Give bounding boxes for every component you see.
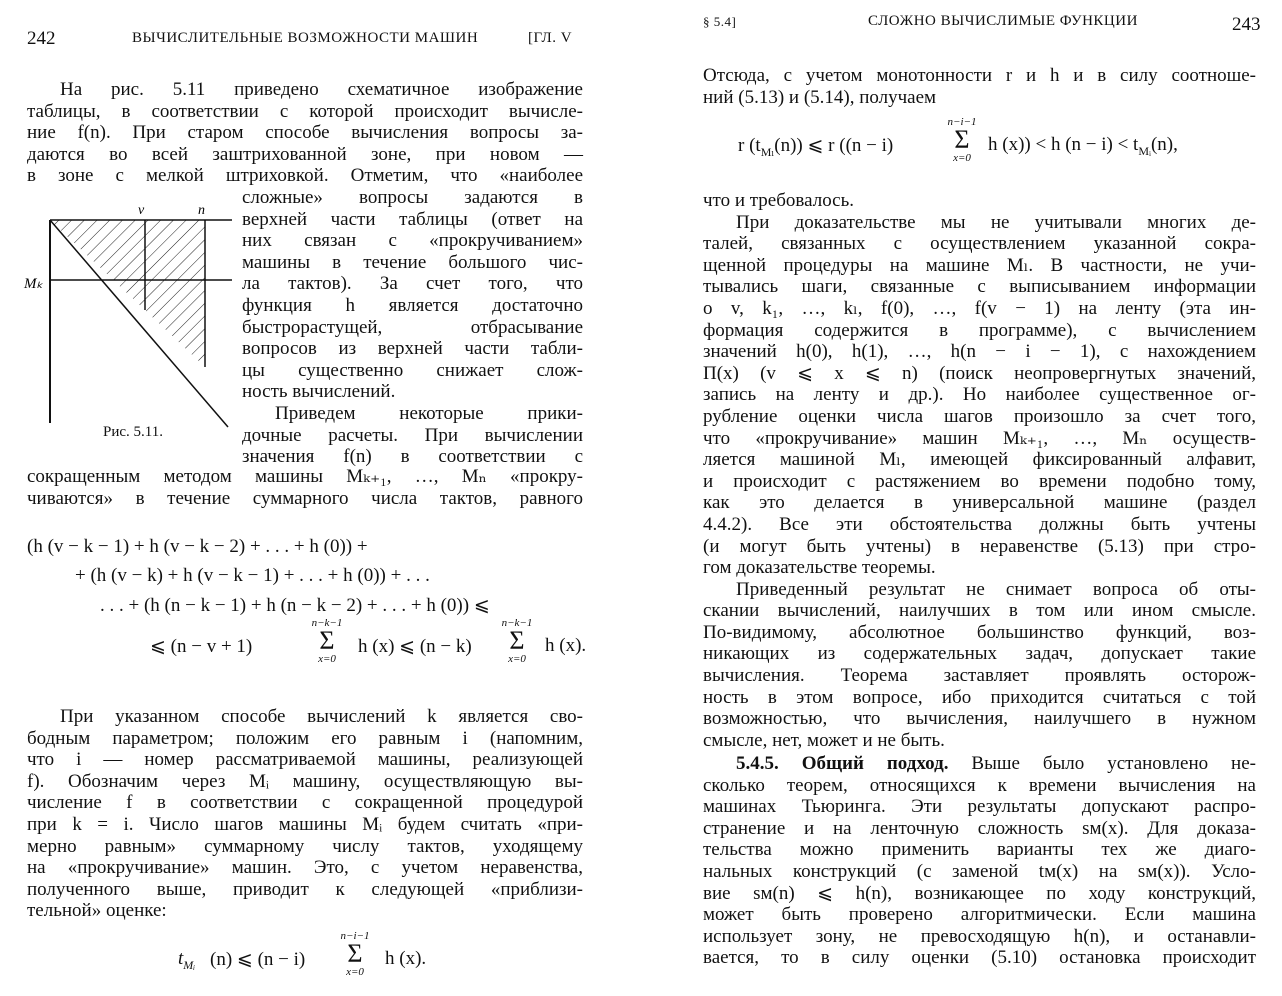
text-line: и происходит с растяжением во времени подобно тому, <box>703 470 1256 492</box>
formula2-t: t <box>178 948 184 969</box>
formula3-d-text: (n), <box>1150 134 1178 155</box>
formula1-line4-c: h (x). <box>545 635 587 656</box>
text-line <box>703 753 1256 775</box>
text-line: что «прокручивание» машин Mₖ₊₁, …, Mₙ осуществ- <box>703 427 1256 449</box>
paragraph-proof-details <box>703 190 1256 751</box>
page-number-left: 242 <box>27 28 56 49</box>
text-line: числение f в соответствии с сокращенной процедурой <box>27 792 583 814</box>
text-line: верхней части таблицы (ответ на <box>242 208 583 230</box>
text-line: таблицы, в соответствии с которой происходит вычисле- <box>27 100 583 122</box>
text-line: чиваются» в течение суммарного числа тактов, равного <box>27 487 583 509</box>
text-line: смысле, нет, может и не быть. <box>703 729 945 751</box>
page-number-right: 243 <box>1232 14 1261 35</box>
text-line: полученного выше, приводит к следующей «приблизи- <box>27 878 583 900</box>
sum-symbol-4 <box>932 116 992 164</box>
text-line: ность в этом вопросе, ибо приходится считаться с той <box>703 686 1256 708</box>
text-line: вие sᴍ(n) ⩽ h(n), возникающее по ходу конструкций, <box>703 882 1256 904</box>
label-v: v <box>138 203 145 218</box>
text-line: По-видимому, абсолютное большинство функций, воз- <box>703 621 1256 643</box>
text-line: Π(x) (v ⩽ x ⩽ n) (поиск неопровергнутых значений, <box>703 362 1256 384</box>
text-line: при k = i. Число шагов машины Mᵢ будем считать «при- <box>27 813 583 835</box>
sum-lower: x=0 <box>318 653 336 665</box>
text-line: ляется машиной Mₗ, имеющей фиксированный алфавит, <box>703 449 1256 471</box>
text-line: гом доказательстве теоремы. <box>703 557 936 579</box>
text-line: При доказательстве мы не учитывали многих де- <box>736 211 1256 233</box>
formula2-sub: Mᵢ <box>183 957 196 972</box>
formula3-c-sub: Mᵢ <box>1138 143 1151 158</box>
formula2-right: h (x). <box>385 948 427 969</box>
sum-lower: x=0 <box>953 152 971 164</box>
text-line: значения f(n) в соответствии с <box>242 446 583 468</box>
text-line: Отсюда, с учетом монотонности r и h и в силу соотноше- <box>703 65 1256 86</box>
text-line: мерно равным» суммарному числу тактов, уходящему <box>27 835 583 857</box>
section-heading: 5.4.5. Общий подход. <box>736 753 949 774</box>
text-line: вопросов из верхней части табли- <box>242 338 583 360</box>
text-line: странение и на ленточную сложность sᴍ(x). Для доказа- <box>703 817 1256 839</box>
formula2-mid: (n) ⩽ (n − i) <box>210 949 306 970</box>
formula3-b-text: (n)) ⩽ r ((n − i) <box>774 135 894 156</box>
text-line: Приведенный результат не снимает вопроса об оты- <box>736 578 1256 600</box>
sum-upper: n−i−1 <box>340 930 370 942</box>
sum-lower: x=0 <box>346 966 364 978</box>
figure-5-11-diagram <box>20 195 240 430</box>
text-line: машинах Тьюринга. Эти результаты допускают распро- <box>703 796 1256 818</box>
text-line: вычисления. Теорема заставляет проявлять осторож- <box>703 665 1256 687</box>
formula1-line3: . . . + (h (n − k − 1) + h (n − k − 2) + . . . + h (0)) ⩽ <box>100 595 490 616</box>
text-line: сложные» вопросы задаются в <box>242 187 583 208</box>
text-line: На рис. 5.11 приведено схематичное изображение <box>60 79 583 100</box>
formula3-a-sub: Mₗ <box>760 144 775 159</box>
paragraph-lines <box>703 775 1256 969</box>
hatched-zone <box>50 220 205 367</box>
text-line: в зоне с мелкой штриховкой. Отметим, что «наиболее <box>27 165 583 187</box>
text-line: даются во всей заштрихованной зоне, при новом — <box>27 143 583 165</box>
sum-symbol-1 <box>297 617 357 665</box>
sum-lower: x=0 <box>508 653 526 665</box>
text-line: дочные расчеты. При вычислении <box>242 424 583 446</box>
text-line: что i — номер рассматриваемой машины, реализующей <box>27 749 583 771</box>
text-line-rest: Выше было установлено не- <box>971 753 1256 774</box>
sigma-icon: Σ <box>954 125 970 154</box>
text-line: рубление оценки числа шагов произошло за счет того, <box>703 405 1256 427</box>
text-line: тельной» оценке: <box>27 900 167 922</box>
text-line: возможностью, что вычисления, наилучшего в нужном <box>703 708 1256 730</box>
running-title-right: СЛОЖНО ВЫЧИСЛИМЫЕ ФУНКЦИИ <box>868 13 1138 29</box>
paragraph-hence <box>703 65 1256 108</box>
text-line: использует зону, не превосходящую h(n), и останавли- <box>703 925 1256 947</box>
formula1-line1: (h (v − k − 1) + h (v − k − 2) + . . . + h (0)) + <box>27 536 368 557</box>
text-line: что и требовалось. <box>703 190 855 211</box>
text-line: сокращенным методом машины Mₖ₊₁, …, Mₙ «прокру- <box>27 466 583 487</box>
text-line: нальных конструкций (с заменой tᴍ(x) на sᴍ(x)). Усло- <box>703 860 1256 882</box>
formula1-line2: + (h (v − k) + h (v − k − 1) + . . . + h (0)) + . . . <box>75 565 430 586</box>
text-line: сколько теорем, относящихся к времени вычисления на <box>703 774 1256 796</box>
chapter-mark: [ГЛ. V <box>528 30 573 46</box>
label-mk: Mₖ <box>24 276 43 292</box>
text-line: 4.4.2). Все эти обстоятельства должны быть учтены <box>703 513 1256 535</box>
text-line: ний (5.13) и (5.14), получаем <box>703 86 937 108</box>
text-line: формация содержится в программе), с вычислением <box>703 319 1256 341</box>
text-line: них связан с «прокручиванием» <box>242 230 583 252</box>
text-line: щенной процедуры на машине Mₗ. В частности, не учи- <box>703 254 1256 276</box>
formula2-left <box>178 948 195 973</box>
text-line: скании вычислений, наилучших в том или ином смысле. <box>703 600 1256 622</box>
paragraph-intro <box>27 79 583 187</box>
running-title-left: ВЫЧИСЛИТЕЛЬНЫЕ ВОЗМОЖНОСТИ МАШИН <box>132 30 479 46</box>
sum-upper: n−k−1 <box>501 617 533 629</box>
text-line: тельства можно применить варианты тех же диаго- <box>703 839 1256 861</box>
text-line: функция h является достаточно <box>242 294 583 316</box>
formula1-line4-a: ⩽ (n − v + 1) <box>150 636 253 657</box>
figure-caption: Рис. 5.11. <box>103 424 163 440</box>
text-line: о v, k₁, …, kₗ, f(0), …, f(v − 1) на ленту (эта ин- <box>703 297 1256 319</box>
text-line: При указанном способе вычислений k является сво- <box>60 706 583 727</box>
text-line: тывались шаги, связанные с выписыванием информации <box>703 276 1256 298</box>
text-line: может быть проверено алгоритмически. Если машина <box>703 904 1256 926</box>
text-line: ность вычислений. <box>242 381 396 403</box>
text-line: ла тактов). За счет того, что <box>242 273 583 295</box>
section-mark: § 5.4] <box>703 14 737 29</box>
sigma-icon: Σ <box>509 626 525 655</box>
paragraph-continued <box>27 466 583 509</box>
formula3-c-text: h (x)) < h (n − i) < t <box>988 134 1139 155</box>
text-line: как это делается в универсальной машине (раздел <box>703 492 1256 514</box>
text-line: (и могут быть учтены) в неравенстве (5.13) при стро- <box>703 535 1256 557</box>
text-line: цы существенно снижает слож- <box>242 359 583 381</box>
formula1-line4-b: h (x) ⩽ (n − k) <box>358 636 472 657</box>
paragraph-estimate <box>27 706 583 922</box>
sum-symbol-2 <box>487 617 547 665</box>
sum-upper: n−k−1 <box>311 617 343 629</box>
sum-symbol-3 <box>325 930 385 978</box>
formula3-a <box>738 134 893 160</box>
sum-upper: n−i−1 <box>947 116 977 128</box>
formula3-a-text: r (t <box>738 135 761 156</box>
paragraph-general-approach <box>703 753 1256 969</box>
text-line: никающих из содержательных задач, допускает такие <box>703 643 1256 665</box>
sigma-icon: Σ <box>319 626 335 655</box>
text-line: запись на ленту и др.). Но наиболее существенное ог- <box>703 384 1256 406</box>
text-line: вается, то в силу оценки (5.10) остановка происходит <box>703 947 1256 969</box>
label-n: n <box>198 203 205 218</box>
formula3-c <box>988 134 1178 159</box>
text-line: на «прокручивание» машин. Это, с учетом неравенства, <box>27 857 583 879</box>
text-line: талей, связанных с осуществлением указанной сокра- <box>703 233 1256 255</box>
paragraph-beside-figure <box>242 187 583 468</box>
text-line: Приведем некоторые прики- <box>275 402 583 424</box>
text-line: быстрорастущей, отбрасывание <box>242 316 583 338</box>
text-line: f). Обозначим через Mᵢ машину, осуществляющую вы- <box>27 770 583 792</box>
text-line: бодным параметром; положим его равным i (напомним, <box>27 727 583 749</box>
text-line: машины в течение большого чис- <box>242 251 583 273</box>
text-line: ние f(n). При старом способе вычисления вопросы за- <box>27 122 583 144</box>
sigma-icon: Σ <box>347 939 363 968</box>
text-line: значений h(0), h(1), …, h(n − i − 1), с нахождением <box>703 341 1256 363</box>
